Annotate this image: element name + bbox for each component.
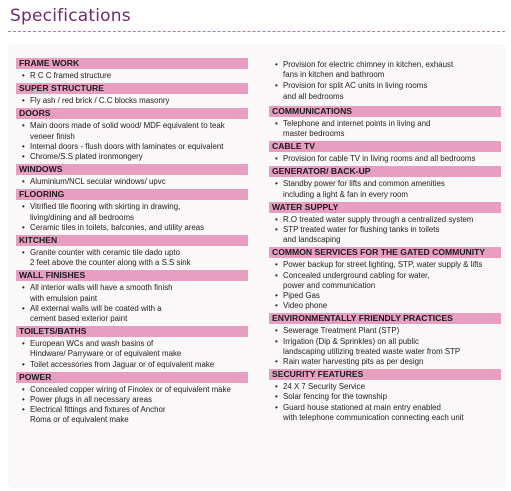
spec-item bbox=[16, 360, 248, 370]
spec-section bbox=[269, 247, 501, 311]
spec-item-text: veneer finish bbox=[30, 131, 75, 141]
section-heading: COMMON SERVICES FOR THE GATED COMMUNITY bbox=[269, 247, 501, 258]
spec-item-text: • Rain water harvesting pits as per design bbox=[283, 357, 424, 367]
section-heading: GENERATOR/ BACK-UP bbox=[269, 166, 501, 177]
spec-item-text: • Internal doors - flush doors with laminates or equivalent bbox=[30, 141, 224, 151]
spec-item bbox=[269, 357, 501, 367]
spec-item-text: • Telephone and internet points in living and bbox=[283, 118, 431, 128]
section-heading: WATER SUPPLY bbox=[269, 202, 501, 213]
spec-section bbox=[16, 83, 248, 106]
section-heading: KITCHEN bbox=[16, 235, 248, 246]
spec-item bbox=[16, 142, 248, 152]
specifications-panel bbox=[10, 46, 504, 487]
spec-section bbox=[16, 108, 248, 162]
spec-item bbox=[16, 152, 248, 162]
title-divider bbox=[8, 31, 505, 32]
spec-item-text: • Guard house stationed at main entry enabled bbox=[283, 402, 441, 412]
section-heading: FLOORING bbox=[16, 189, 248, 200]
section-heading: FRAME WORK bbox=[16, 58, 248, 69]
spec-item-text: power and communication bbox=[283, 280, 376, 290]
section-item-list bbox=[269, 119, 501, 139]
section-item-list bbox=[16, 283, 248, 324]
section-heading: TOILETS/BATHS bbox=[16, 326, 248, 337]
spec-item-text: fans in kitchen and bathroom bbox=[283, 70, 385, 80]
spec-item bbox=[269, 60, 501, 80]
spec-item bbox=[269, 392, 501, 402]
section-item-list bbox=[269, 154, 501, 164]
spec-section bbox=[269, 313, 501, 367]
spec-item bbox=[16, 304, 248, 324]
section-item-list bbox=[269, 179, 501, 199]
spec-item bbox=[16, 202, 248, 222]
spec-item-text: • Fly ash / red brick / C.C blocks masonry bbox=[30, 96, 170, 106]
section-item-list bbox=[16, 177, 248, 187]
spec-item-text: and landscaping bbox=[283, 235, 341, 245]
spec-item bbox=[269, 215, 501, 225]
section-item-list bbox=[269, 260, 501, 311]
section-item-list bbox=[16, 71, 248, 81]
spec-item-text: living/dining and all bedrooms bbox=[30, 212, 134, 222]
spec-item bbox=[16, 405, 248, 425]
spec-item-text: • Concealed copper wiring of Finolex or of equivalent make bbox=[30, 384, 231, 394]
spec-item-text: • Electrical fittings and fixtures of Anchor bbox=[30, 405, 166, 415]
spec-item-text: • Sewerage Treatment Plant (STP) bbox=[283, 326, 400, 336]
spec-item bbox=[269, 225, 501, 245]
spec-section bbox=[269, 202, 501, 246]
spec-item bbox=[16, 177, 248, 187]
spec-item-text: and all bedrooms bbox=[283, 91, 344, 101]
spec-item bbox=[269, 81, 501, 101]
section-item-list bbox=[269, 382, 501, 423]
spec-item-text: • European WCs and wash basins of bbox=[30, 339, 154, 349]
section-item-list bbox=[16, 339, 248, 370]
spec-item-text: • Power backup for street lighting, STP, water supply & lifts bbox=[283, 260, 483, 270]
section-heading: SUPER STRUCTURE bbox=[16, 83, 248, 94]
spec-item bbox=[269, 260, 501, 270]
spec-item-text: • Chrome/S.S plated ironmongery bbox=[30, 152, 143, 162]
section-item-list bbox=[16, 121, 248, 162]
spec-item bbox=[269, 291, 501, 301]
spec-item bbox=[16, 121, 248, 141]
spec-item-text: cement based exterior paint bbox=[30, 314, 128, 324]
page-title: Specifications bbox=[10, 6, 131, 26]
spec-item-text: • Granite counter with ceramic tile dado upto bbox=[30, 248, 180, 258]
section-heading: SECURITY FEATURES bbox=[269, 369, 501, 380]
spec-item bbox=[269, 301, 501, 311]
spec-section bbox=[16, 189, 248, 233]
spec-item bbox=[16, 248, 248, 268]
spec-item-text: Roma or of equivalent make bbox=[30, 415, 129, 425]
page-header bbox=[0, 0, 511, 40]
right-column-sections bbox=[269, 106, 501, 423]
spec-item bbox=[16, 339, 248, 359]
section-item-list bbox=[269, 215, 501, 246]
spec-section bbox=[269, 106, 501, 139]
spec-item-text: • Toilet accessories from Jaguar or of equivalent make bbox=[30, 359, 215, 369]
spec-item-text: • Aluminium/NCL secular windows/ upvc bbox=[30, 177, 166, 187]
spec-item-text: with telephone communication connecting each unit bbox=[283, 412, 464, 422]
spec-item-text: • Standby power for lifts and common amenities bbox=[283, 179, 445, 189]
spec-section bbox=[16, 58, 248, 81]
spec-item bbox=[269, 271, 501, 291]
spec-item bbox=[269, 403, 501, 423]
spec-item bbox=[16, 96, 248, 106]
spec-item-text: • R C C framed structure bbox=[30, 71, 112, 80]
spec-item-text: • Provision for cable TV in living rooms and all bedrooms bbox=[283, 154, 476, 164]
spec-section bbox=[16, 270, 248, 324]
spec-item bbox=[269, 326, 501, 336]
spec-item-text: Hindware/ Parryware or of equivalent make bbox=[30, 349, 182, 359]
spec-item bbox=[269, 382, 501, 392]
spec-item-text: • Main doors made of solid wood/ MDF equivalent to teak bbox=[30, 121, 225, 131]
spec-item-text: • Ceramic tiles in toilets, balconies, and utility areas bbox=[30, 222, 205, 232]
spec-section bbox=[16, 235, 248, 268]
section-heading: COMMUNICATIONS bbox=[269, 106, 501, 117]
section-heading: WINDOWS bbox=[16, 164, 248, 175]
spec-item-text: master bedrooms bbox=[283, 129, 345, 139]
section-heading: DOORS bbox=[16, 108, 248, 119]
spec-section bbox=[269, 166, 501, 199]
spec-item-text: including a light & fan in every room bbox=[283, 189, 409, 199]
spec-item-text: landscaping utilizing treated waste water from STP bbox=[283, 346, 461, 356]
right-column bbox=[269, 60, 501, 425]
spec-item-text: with emulsion paint bbox=[30, 293, 98, 303]
spec-item-text: • Concealed underground cabling for water, bbox=[283, 270, 430, 280]
spec-item bbox=[16, 395, 248, 405]
spec-item-text: • Video phone bbox=[283, 301, 328, 311]
spec-section bbox=[16, 372, 248, 426]
spec-item-text: • 24 X 7 Security Service bbox=[283, 382, 366, 392]
spec-item bbox=[269, 154, 501, 164]
spec-item bbox=[16, 223, 248, 233]
spec-item-text: • Power plugs in all necessary areas bbox=[30, 395, 152, 405]
spec-item-text: 2 feet above the counter along with a S.S sink bbox=[30, 258, 191, 268]
section-item-list bbox=[16, 248, 248, 268]
section-item-list bbox=[269, 326, 501, 367]
section-item-list bbox=[16, 202, 248, 233]
section-heading: WALL FINISHES bbox=[16, 270, 248, 281]
spec-item bbox=[16, 385, 248, 395]
spec-item-text: • Provision for split AC units in living rooms bbox=[283, 81, 428, 91]
spec-item-text: • All interior walls will have a smooth finish bbox=[30, 283, 173, 293]
spec-section bbox=[16, 326, 248, 370]
spec-item-text: • Irrigation (Dip & Sprinkles) on all public bbox=[283, 336, 419, 346]
spec-item-text: • Piped Gas bbox=[283, 291, 320, 301]
spec-item-text: • Vitrified tile flooring with skirting in drawing, bbox=[30, 202, 181, 212]
spec-item bbox=[16, 71, 248, 81]
spec-section bbox=[269, 141, 501, 164]
section-heading: ENVIRONMENTALLY FRIENDLY PRACTICES bbox=[269, 313, 501, 324]
spec-section bbox=[269, 369, 501, 423]
spec-item-text: • Provision for electric chimney in kitchen, exhaust bbox=[283, 60, 454, 69]
section-item-list bbox=[16, 96, 248, 106]
section-item-list bbox=[16, 385, 248, 426]
left-column bbox=[16, 58, 248, 428]
power-continued-list bbox=[269, 60, 501, 106]
spec-item-text: • Solar fencing for the township bbox=[283, 392, 387, 402]
spec-item bbox=[269, 337, 501, 357]
section-heading: POWER bbox=[16, 372, 248, 383]
spec-item bbox=[269, 119, 501, 139]
spec-item-text: • R.O treated water supply through a centralized system bbox=[283, 214, 474, 224]
section-heading: CABLE TV bbox=[269, 141, 501, 152]
spec-section bbox=[16, 164, 248, 187]
spec-item-text: • STP treated water for flushing tanks in toilets bbox=[283, 225, 440, 235]
spec-item-text: • All external walls will be coated with a bbox=[30, 303, 162, 313]
spec-item bbox=[16, 283, 248, 303]
spec-item bbox=[269, 179, 501, 199]
